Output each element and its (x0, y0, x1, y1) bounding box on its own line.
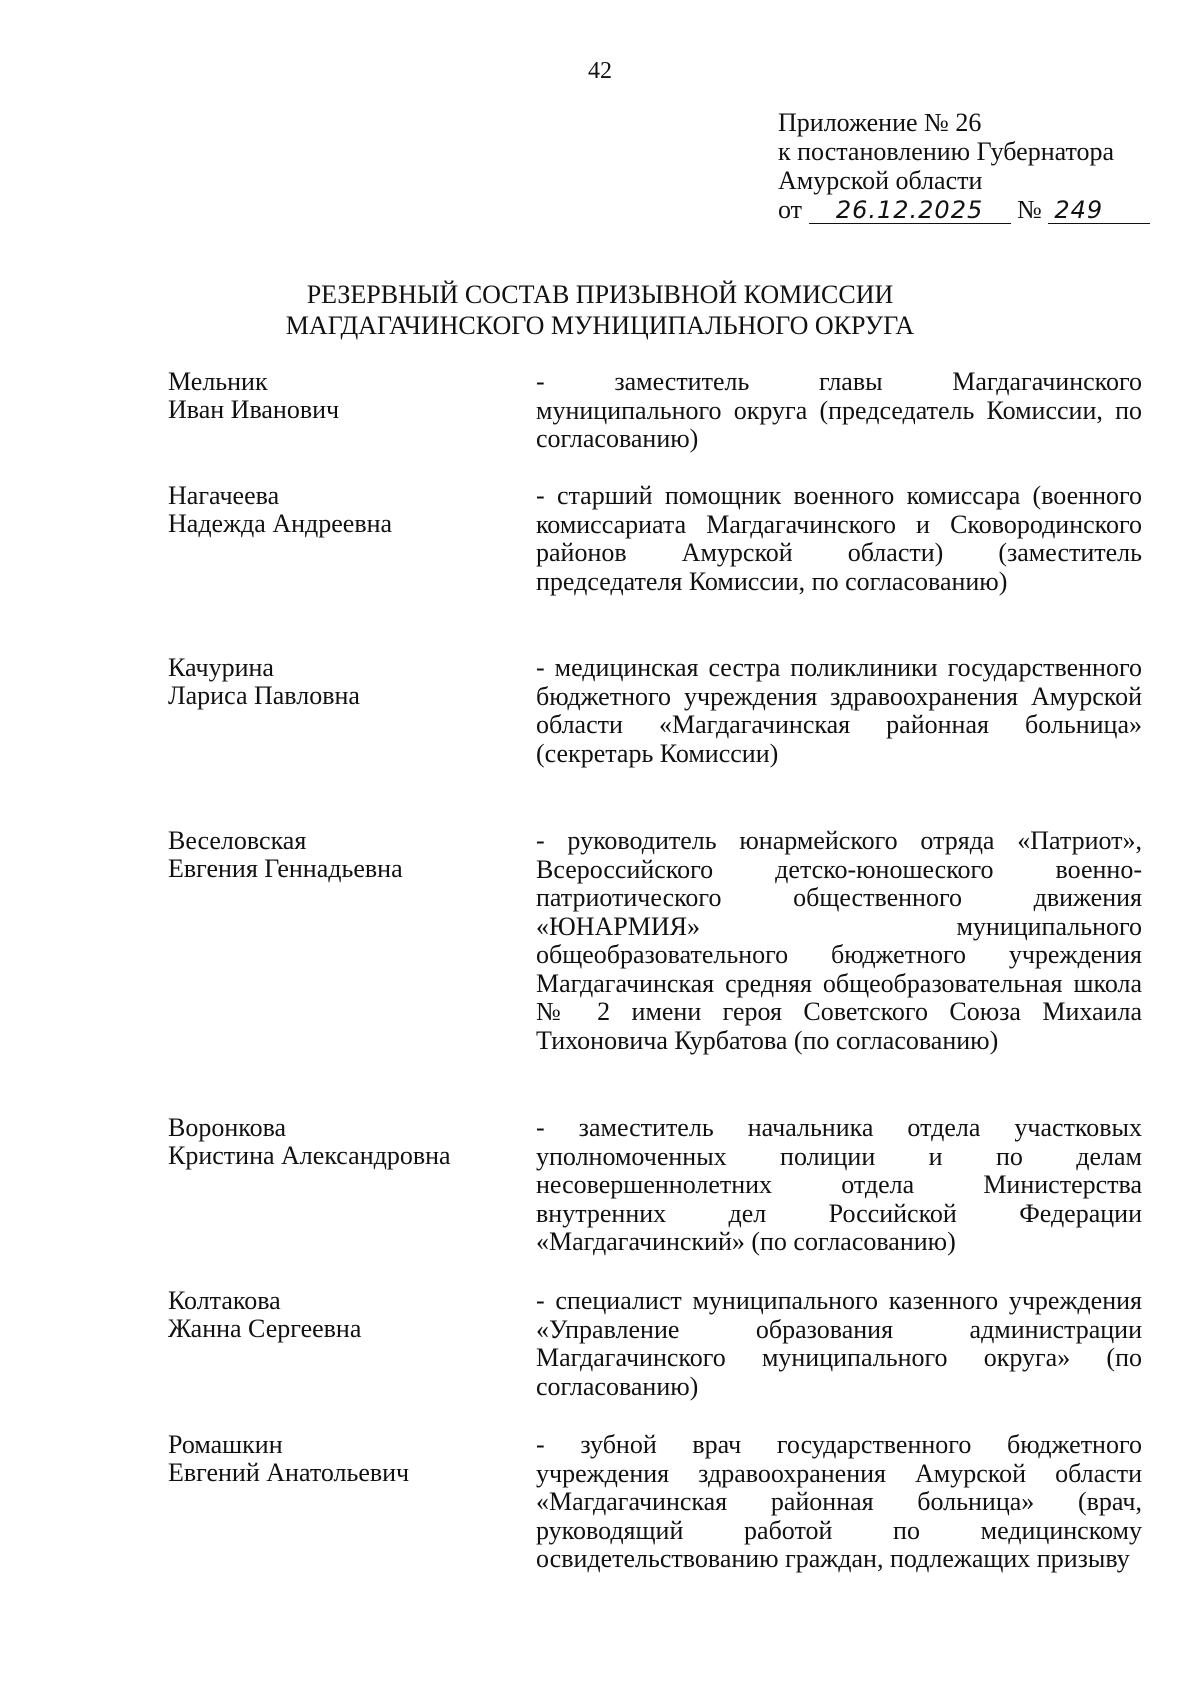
member-role: - специалист муниципального казенного учреждения «Управление образования администрации Магдагачинского муниципального округа» (по согласованию) (536, 1286, 1142, 1401)
member-given-names: Лариса Павловна (168, 681, 360, 710)
member-role: - старший помощник военного комиссара (военного комиссариата Магдагачинского и Сковородинского районов Амурской области) (заместитель председателя Комиссии, по согласованию) (536, 481, 1142, 596)
member-name (168, 827, 508, 883)
title-line-2: МАГДАГАЧИНСКОГО МУНИЦИПАЛЬНОГО ОКРУГА (285, 311, 915, 340)
member-role: - руководитель юнармейского отряда «Патриот», Всероссийского детско-юношеского военно-патриотического общественного движения «ЮНАРМИЯ» муниципального общеобразовательного бюджетного учреждения Магдагачинская средняя общеобразовательная школа № 2 имени героя Советского Союза Михаила Тихоновича Курбатова (по согласованию) (536, 826, 1142, 1055)
appendix-line-1: Приложение № 26 (778, 108, 982, 137)
member-given-names: Жанна Сергеевна (168, 1314, 362, 1343)
handwritten-date: 26.12.2025 (809, 197, 1011, 224)
member-given-names: Кристина Александровна (168, 1141, 451, 1170)
member-name (168, 482, 508, 538)
appendix-line-3: Амурской области (778, 166, 983, 195)
member-surname: Колтакова (168, 1286, 281, 1315)
member-surname: Мельник (168, 367, 268, 396)
member-given-names: Надежда Андреевна (168, 509, 393, 538)
member-role: - зубной врач государственного бюджетного учреждения здравоохранения Амурской области «Магдагачинская районная больница» (врач, руководящий работой по медицинскому освидетельствованию граждан, подлежащих призыву (536, 1430, 1142, 1573)
member-given-names: Иван Иванович (168, 395, 340, 424)
title-line-1: РЕЗЕРВНЫЙ СОСТАВ ПРИЗЫВНОЙ КОМИССИИ (306, 280, 894, 309)
member-name (168, 1114, 508, 1170)
member-role: - медицинская сестра поликлиники государственного бюджетного учреждения здравоохранения Амурской области «Магдагачинская районная больница» (секретарь Комиссии) (536, 653, 1142, 768)
member-surname: Ромашкин (168, 1430, 283, 1459)
member-name (168, 368, 508, 424)
document-title (0, 279, 1200, 341)
member-name (168, 654, 508, 710)
member-surname: Веселовская (168, 826, 307, 855)
appendix-header (778, 108, 1188, 224)
appendix-date-line (778, 195, 1188, 224)
member-role: - заместитель начальника отдела участковых уполномоченных полиции и по делам несовершеннолетних отдела Министерства внутренних дел Российской Федерации «Магдагачинский» (по согласованию) (536, 1113, 1142, 1256)
number-prefix: № (1017, 195, 1042, 224)
appendix-line-2: к постановлению Губернатора (778, 137, 1115, 166)
member-surname: Нагачеева (168, 481, 280, 510)
handwritten-number: 249 (1048, 197, 1150, 224)
member-surname: Воронкова (168, 1113, 287, 1142)
date-prefix: от (778, 195, 803, 224)
member-name (168, 1287, 508, 1343)
member-given-names: Евгений Анатольевич (168, 1458, 410, 1487)
member-role: - заместитель главы Магдагачинского муниципального округа (председатель Комиссии, по согласованию) (536, 367, 1142, 453)
member-surname: Качурина (168, 653, 274, 682)
page-number: 42 (588, 58, 612, 84)
member-given-names: Евгения Геннадьевна (168, 854, 403, 883)
member-name (168, 1431, 508, 1487)
